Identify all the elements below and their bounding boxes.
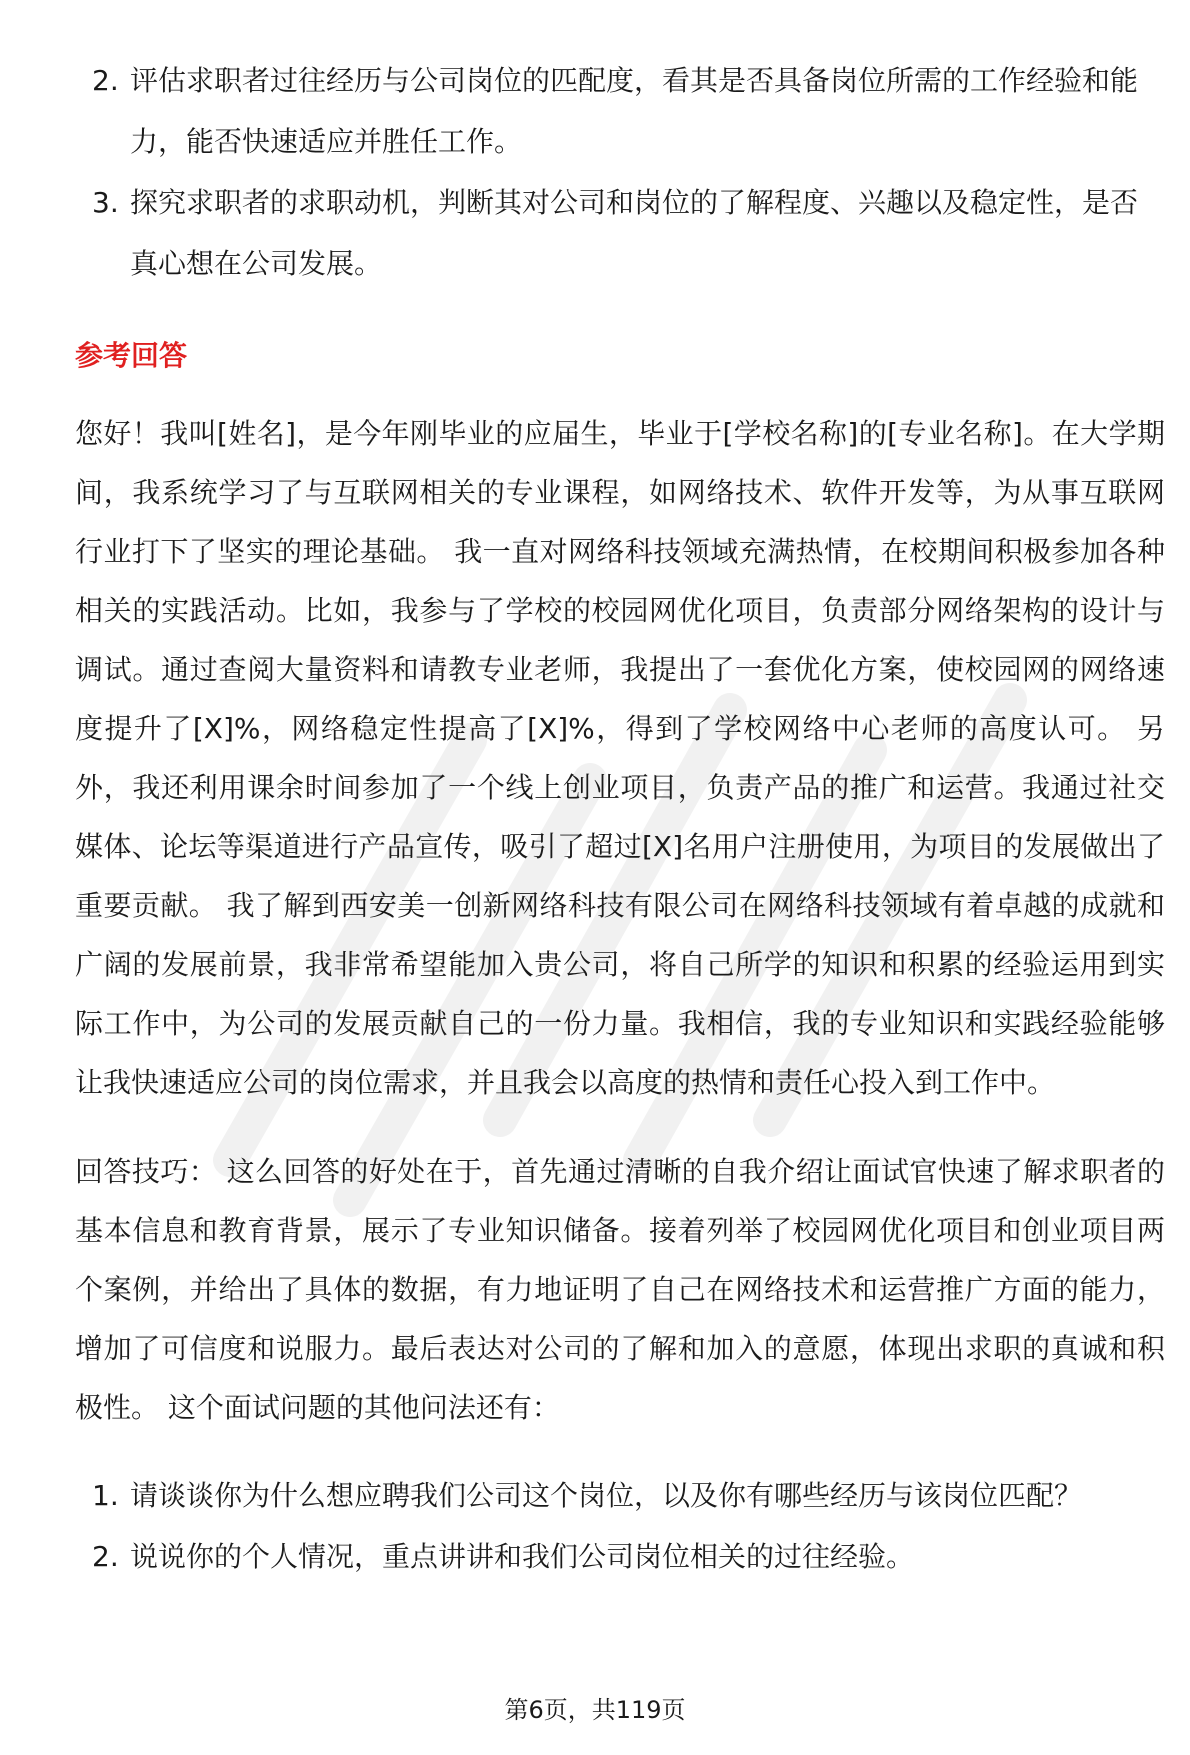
tips-paragraph: 回答技巧： 这么回答的好处在于，首先通过清晰的自我介绍让面试官快速了解求职者的基本信息和教育背景，展示了专业知识储备。接着列举了校园网优化项目和创业项目两个案例，并给出了具体的数据，有力地证明了自己在网络技术和运营推广方面的能力，增加了可信度和说服力。最后表达对公司的了解和加入的意愿，体现出求职的真诚和积极性。 这个面试问题的其他问法还有：	[75, 1155, 1165, 1424]
list-item	[75, 1526, 1165, 1587]
section-title: 参考回答	[75, 339, 188, 372]
page-footer: 第6页，共119页	[504, 1696, 686, 1724]
list-number: 2.	[92, 1540, 119, 1573]
list-number: 2.	[92, 64, 119, 97]
list-item	[75, 1465, 1165, 1526]
criteria-list	[75, 50, 1165, 294]
list-number: 1.	[92, 1479, 119, 1512]
answer-paragraph: 您好！我叫[姓名]，是今年刚毕业的应届生，毕业于[学校名称]的[专业名称]。在大学期间，我系统学习了与互联网相关的专业课程，如网络技术、软件开发等，为从事互联网行业打下了坚实的理论基础。 我一直对网络科技领域充满热情，在校期间积极参加各种相关的实践活动。比如，我参与了学校的校园网优化项目，负责部分网络架构的设计与调试。通过查阅大量资料和请教专业老师，我提出了一套优化方案，使校园网的网络速度提升了[X]%，网络稳定性提高了[X]%，得到了学校网络中心老师的高度认可。 另外，我还利用课余时间参加了一个线上创业项目，负责产品的推广和运营。我通过社交媒体、论坛等渠道进行产品宣传，吸引了超过[X]名用户注册使用，为项目的发展做出了重要贡献。 我了解到西安美一创新网络科技有限公司在网络科技领域有着卓越的成就和广阔的发展前景，我非常希望能加入贵公司，将自己所学的知识和积累的经验运用到实际工作中，为公司的发展贡献自己的一份力量。我相信，我的专业知识和实践经验能够让我快速适应公司的岗位需求，并且我会以高度的热情和责任心投入到工作中。	[75, 417, 1165, 1099]
list-item	[75, 50, 1165, 172]
alternative-questions-list	[75, 1465, 1165, 1587]
list-number: 3.	[92, 186, 119, 219]
content-area	[75, 50, 1165, 1587]
list-item-text: 说说你的个人情况，重点讲讲和我们公司岗位相关的过往经验。	[130, 1540, 915, 1573]
list-item-text: 请谈谈你为什么想应聘我们公司这个岗位，以及你有哪些经历与该岗位匹配？	[130, 1479, 1083, 1512]
list-item-text: 评估求职者过往经历与公司岗位的匹配度，看其是否具备岗位所需的工作经验和能力，能否快速适应并胜任工作。	[130, 64, 1139, 158]
list-item	[75, 172, 1165, 294]
list-item-text: 探究求职者的求职动机，判断其对公司和岗位的了解程度、兴趣以及稳定性，是否真心想在公司发展。	[130, 186, 1139, 280]
